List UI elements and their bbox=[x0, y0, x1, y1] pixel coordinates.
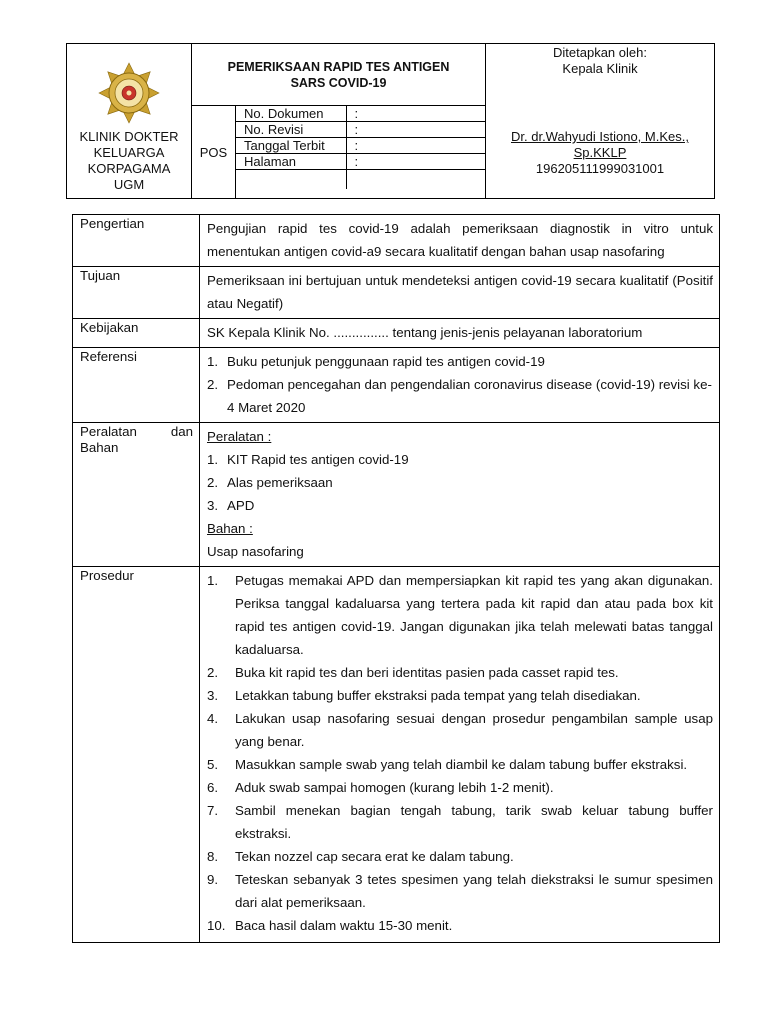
clinic-name-line: KLINIK DOKTER bbox=[79, 129, 179, 144]
row-tujuan bbox=[73, 267, 720, 319]
field-label: Halaman bbox=[236, 154, 346, 170]
title-line-1: PEMERIKSAAN RAPID TES ANTIGEN bbox=[227, 59, 450, 74]
field-value: : bbox=[346, 138, 485, 154]
list-number: 2. bbox=[207, 665, 219, 680]
row-prosedur bbox=[73, 567, 720, 943]
list-text: Letakkan tabung buffer ekstraksi pada tempat yang telah disediakan. bbox=[235, 688, 641, 703]
signer-title: Sp.KKLP bbox=[573, 145, 627, 160]
list-item bbox=[207, 753, 713, 776]
list-number: 8. bbox=[207, 849, 219, 864]
list-item bbox=[207, 448, 713, 471]
approver-role: Kepala Klinik bbox=[562, 61, 638, 76]
list-item bbox=[207, 707, 713, 753]
row-label bbox=[73, 423, 200, 567]
row-content: Pengujian rapid tes covid-19 adalah pemeriksaan diagnostik in vitro untuk menentukan antigen covid-a9 secara kualitatif dengan bahan usap nasofaring bbox=[200, 215, 720, 267]
row-content bbox=[200, 423, 720, 567]
list-text: Sambil menekan bagian tengah tabung, tarik swab keluar tabung buffer ekstraksi. bbox=[235, 803, 713, 841]
row-label: Prosedur bbox=[73, 567, 200, 943]
list-text: Buka kit rapid tes dan beri identitas pasien pada casset rapid tes. bbox=[235, 665, 619, 680]
list-number: 3. bbox=[207, 498, 219, 513]
label-word: Peralatan bbox=[80, 424, 137, 439]
materials-text: Usap nasofaring bbox=[207, 544, 304, 559]
field-row bbox=[236, 170, 485, 190]
field-row bbox=[236, 138, 485, 154]
clinic-cell bbox=[67, 44, 192, 199]
list-number: 1. bbox=[207, 452, 219, 467]
list-number: 1. bbox=[207, 354, 219, 369]
document-header bbox=[66, 43, 715, 199]
field-label: No. Dokumen bbox=[236, 106, 346, 122]
list-number: 3. bbox=[207, 688, 219, 703]
label-word: dan bbox=[170, 424, 193, 439]
list-number: 10. bbox=[207, 918, 226, 933]
list-item bbox=[207, 350, 713, 373]
row-label: Referensi bbox=[73, 348, 200, 423]
list-item bbox=[207, 914, 713, 937]
row-content: SK Kepala Klinik No. ............... tentang jenis-jenis pelayanan laboratorium bbox=[200, 319, 720, 348]
tools-heading: Peralatan : bbox=[207, 429, 272, 444]
field-label: Tanggal Terbit bbox=[236, 138, 346, 154]
materials-heading: Bahan : bbox=[207, 521, 253, 536]
label-word: Bahan bbox=[80, 440, 119, 455]
row-referensi bbox=[73, 348, 720, 423]
list-number: 2. bbox=[207, 377, 219, 392]
row-kebijakan bbox=[73, 319, 720, 348]
list-item bbox=[207, 471, 713, 494]
row-label: Kebijakan bbox=[73, 319, 200, 348]
field-value: : bbox=[346, 122, 485, 138]
list-text: Pedoman pencegahan dan pengendalian coronavirus disease (covid-19) revisi ke-4 Maret 2020 bbox=[227, 377, 712, 415]
list-item bbox=[207, 494, 713, 517]
field-row bbox=[236, 154, 485, 170]
list-number: 7. bbox=[207, 803, 219, 818]
list-item bbox=[207, 661, 713, 684]
row-pengertian bbox=[73, 215, 720, 267]
list-number: 6. bbox=[207, 780, 219, 795]
list-item bbox=[207, 799, 713, 845]
row-content: Pemeriksaan ini bertujuan untuk mendeteksi antigen covid-19 secara kualitatif (Positif atau Negatif) bbox=[200, 267, 720, 319]
list-item bbox=[207, 845, 713, 868]
row-label: Tujuan bbox=[73, 267, 200, 319]
clinic-name-line: UGM bbox=[113, 177, 145, 192]
list-number: 9. bbox=[207, 872, 219, 887]
list-item bbox=[207, 373, 713, 419]
list-number: 5. bbox=[207, 757, 219, 772]
ugm-seal-icon bbox=[97, 61, 161, 125]
approval-cell bbox=[486, 44, 715, 199]
list-text: Alas pemeriksaan bbox=[227, 475, 333, 490]
list-number: 4. bbox=[207, 711, 219, 726]
approved-by: Ditetapkan oleh: bbox=[553, 45, 647, 60]
list-number: 1. bbox=[207, 573, 219, 588]
title-line-2: SARS COVID-19 bbox=[290, 75, 387, 90]
list-text: Petugas memakai APD dan mempersiapkan kit rapid tes yang akan digunakan. Periksa tanggal kadaluarsa yang tertera pada kit rapid dan atau pada box kit rapid tes antigen covid-19. Jangan digunakan jika telah melewati batas tanggal kadaluarsa. bbox=[235, 573, 713, 657]
list-item bbox=[207, 776, 713, 799]
field-label: No. Revisi bbox=[236, 122, 346, 138]
field-value: : bbox=[346, 106, 485, 122]
list-text: Tekan nozzel cap secara erat ke dalam tabung. bbox=[235, 849, 514, 864]
document-title bbox=[192, 44, 486, 106]
pos-label: POS bbox=[192, 106, 236, 199]
list-text: Buku petunjuk penggunaan rapid tes antigen covid-19 bbox=[227, 354, 545, 369]
list-item bbox=[207, 868, 713, 914]
field-value: : bbox=[346, 154, 485, 170]
clinic-name-line: KORPAGAMA bbox=[87, 161, 171, 176]
list-text: Baca hasil dalam waktu 15-30 menit. bbox=[235, 918, 453, 933]
row-content bbox=[200, 567, 720, 943]
field-row bbox=[236, 106, 485, 122]
list-item bbox=[207, 684, 713, 707]
signer-name: Dr. dr.Wahyudi Istiono, M.Kes., bbox=[511, 129, 689, 144]
row-content bbox=[200, 348, 720, 423]
procedure-table bbox=[72, 214, 720, 943]
clinic-name-line: KELUARGA bbox=[93, 145, 165, 160]
list-number: 2. bbox=[207, 475, 219, 490]
list-text: Lakukan usap nasofaring sesuai dengan prosedur pengambilan sample usap yang benar. bbox=[235, 711, 713, 749]
list-text: Teteskan sebanyak 3 tetes spesimen yang telah diekstraksi le sumur spesimen dari alat pemeriksaan. bbox=[235, 872, 713, 910]
list-text: Aduk swab sampai homogen (kurang lebih 1-2 menit). bbox=[235, 780, 554, 795]
list-text: Masukkan sample swab yang telah diambil ke dalam tabung buffer ekstraksi. bbox=[235, 757, 688, 772]
field-row bbox=[236, 122, 485, 138]
row-peralatan bbox=[73, 423, 720, 567]
list-text: KIT Rapid tes antigen covid-19 bbox=[227, 452, 409, 467]
list-text: APD bbox=[227, 498, 255, 513]
signer-nip: 196205111999031001 bbox=[535, 161, 665, 176]
list-item bbox=[207, 569, 713, 661]
document-fields bbox=[236, 106, 486, 199]
row-label: Pengertian bbox=[73, 215, 200, 267]
